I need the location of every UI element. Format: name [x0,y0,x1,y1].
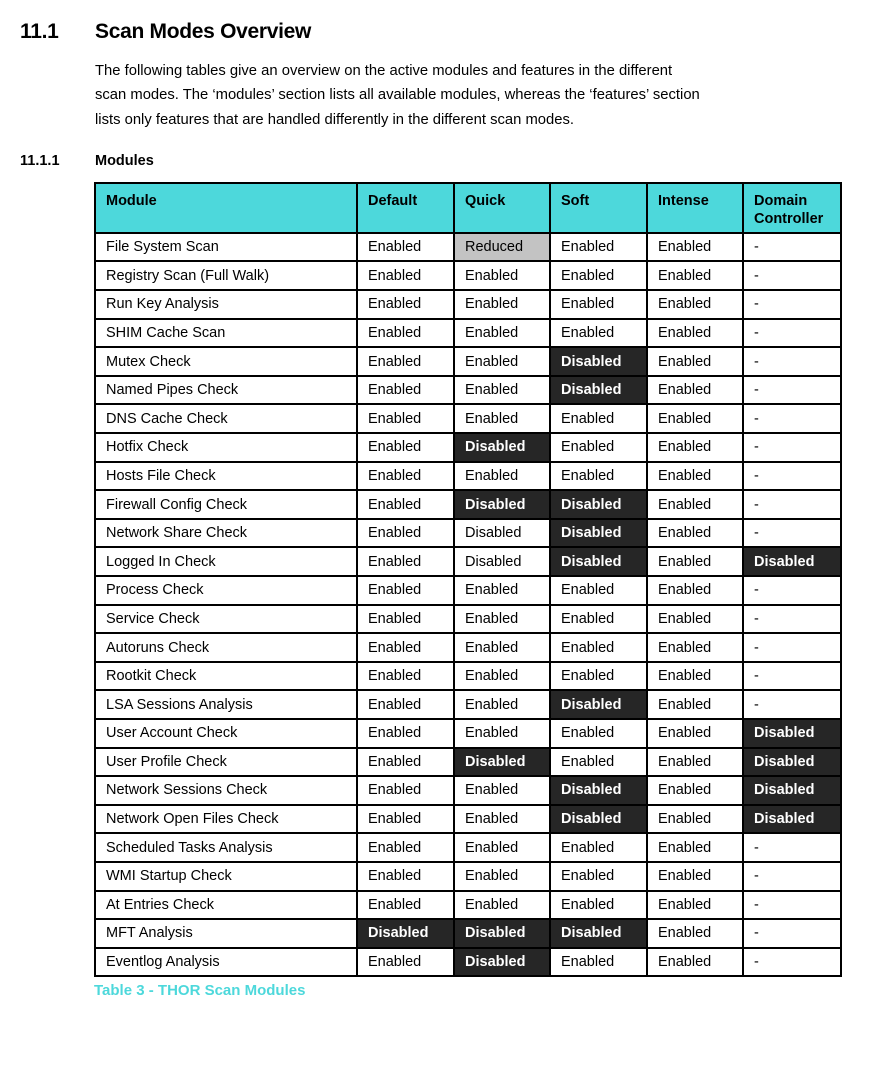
module-name-cell: Scheduled Tasks Analysis [95,833,357,862]
module-name-cell: MFT Analysis [95,919,357,948]
mode-cell: - [743,290,841,319]
table-header-row [95,183,841,233]
table-row [95,805,841,834]
intro-line-2: scan modes. The ‘modules’ section lists all available modules, whereas the ‘features’ section [95,87,700,104]
mode-cell: Enabled [357,462,454,491]
col-header-soft: Soft [550,183,647,233]
mode-cell: - [743,891,841,920]
mode-cell: Enabled [550,891,647,920]
mode-cell: Enabled [647,833,743,862]
mode-cell: - [743,261,841,290]
mode-cell: Enabled [647,719,743,748]
subsection-heading [20,153,872,169]
module-name-cell: Logged In Check [95,547,357,576]
mode-cell: Enabled [357,519,454,548]
mode-cell: Enabled [454,290,550,319]
module-name-cell: Registry Scan (Full Walk) [95,261,357,290]
mode-cell: Enabled [647,404,743,433]
table-row [95,490,841,519]
mode-cell: Enabled [357,547,454,576]
mode-cell: Disabled [743,547,841,576]
mode-cell: Enabled [357,261,454,290]
mode-cell: Enabled [647,490,743,519]
table-row [95,833,841,862]
module-name-cell: Eventlog Analysis [95,948,357,977]
table-row [95,404,841,433]
module-name-cell: Network Sessions Check [95,776,357,805]
mode-cell: Disabled [550,347,647,376]
mode-cell: Enabled [550,404,647,433]
subsection-number: 11.1.1 [20,152,60,169]
mode-cell: Enabled [647,948,743,977]
module-name-cell: Named Pipes Check [95,376,357,405]
mode-cell: Enabled [550,748,647,777]
table-row [95,347,841,376]
mode-cell: Enabled [647,319,743,348]
mode-cell: Enabled [357,404,454,433]
table-row [95,605,841,634]
mode-cell: Enabled [550,319,647,348]
col-header-quick: Quick [454,183,550,233]
table-row [95,891,841,920]
mode-cell: - [743,347,841,376]
module-name-cell: Run Key Analysis [95,290,357,319]
mode-cell: Enabled [647,347,743,376]
mode-cell: Enabled [454,719,550,748]
mode-cell: - [743,233,841,262]
mode-cell: Disabled [550,519,647,548]
mode-cell: - [743,919,841,948]
mode-cell: Disabled [454,433,550,462]
table-row [95,261,841,290]
mode-cell: Disabled [454,490,550,519]
mode-cell: Enabled [647,862,743,891]
mode-cell: Enabled [647,576,743,605]
mode-cell: - [743,690,841,719]
mode-cell: Enabled [647,261,743,290]
mode-cell: Enabled [357,376,454,405]
mode-cell: - [743,490,841,519]
mode-cell: Enabled [454,462,550,491]
mode-cell: Enabled [550,662,647,691]
mode-cell: Disabled [550,376,647,405]
module-name-cell: File System Scan [95,233,357,262]
mode-cell: Enabled [647,891,743,920]
mode-cell: Disabled [454,547,550,576]
subsection-title: Modules [95,152,154,169]
module-name-cell: Mutex Check [95,347,357,376]
table-row [95,919,841,948]
table-row [95,376,841,405]
col-header-intense: Intense [647,183,743,233]
mode-cell: Disabled [743,805,841,834]
module-name-cell: User Profile Check [95,748,357,777]
module-name-cell: WMI Startup Check [95,862,357,891]
mode-cell: Disabled [454,948,550,977]
mode-cell: Disabled [550,490,647,519]
mode-cell: Reduced [454,233,550,262]
module-name-cell: Network Open Files Check [95,805,357,834]
mode-cell: Enabled [454,662,550,691]
mode-cell: Enabled [357,948,454,977]
mode-cell: - [743,519,841,548]
module-name-cell: Network Share Check [95,519,357,548]
mode-cell: Enabled [454,633,550,662]
module-name-cell: DNS Cache Check [95,404,357,433]
mode-cell: Enabled [357,833,454,862]
mode-cell: Enabled [647,748,743,777]
mode-cell: Enabled [647,662,743,691]
intro-line-3: lists only features that are handled differently in the different scan modes. [95,111,574,128]
mode-cell: Disabled [550,805,647,834]
table-row [95,319,841,348]
mode-cell: Enabled [550,233,647,262]
modules-table-body [95,233,841,976]
section-number: 11.1 [20,20,59,43]
module-name-cell: Firewall Config Check [95,490,357,519]
mode-cell: Enabled [550,948,647,977]
module-name-cell: User Account Check [95,719,357,748]
mode-cell: Enabled [357,862,454,891]
mode-cell: Disabled [550,776,647,805]
mode-cell: Enabled [550,290,647,319]
mode-cell: Enabled [647,776,743,805]
mode-cell: Disabled [550,690,647,719]
mode-cell: Enabled [357,490,454,519]
mode-cell: Enabled [357,576,454,605]
mode-cell: Disabled [357,919,454,948]
table-row [95,519,841,548]
mode-cell: Enabled [357,319,454,348]
mode-cell: Disabled [454,748,550,777]
mode-cell: - [743,948,841,977]
table-row [95,547,841,576]
mode-cell: Enabled [454,376,550,405]
mode-cell: - [743,376,841,405]
mode-cell: Enabled [357,776,454,805]
mode-cell: Enabled [454,319,550,348]
mode-cell: Disabled [743,748,841,777]
section-heading [20,20,872,44]
mode-cell: Disabled [550,547,647,576]
mode-cell: Enabled [454,891,550,920]
mode-cell: - [743,605,841,634]
module-name-cell: At Entries Check [95,891,357,920]
table-row [95,662,841,691]
mode-cell: Disabled [743,776,841,805]
mode-cell: - [743,576,841,605]
mode-cell: Enabled [647,233,743,262]
module-name-cell: LSA Sessions Analysis [95,690,357,719]
mode-cell: Enabled [647,547,743,576]
module-name-cell: Service Check [95,605,357,634]
module-name-cell: SHIM Cache Scan [95,319,357,348]
mode-cell: Enabled [357,290,454,319]
mode-cell: Enabled [454,833,550,862]
table-caption: Table 3 - THOR Scan Modules [94,982,306,1000]
mode-cell: Enabled [550,833,647,862]
mode-cell: Enabled [550,633,647,662]
table-row [95,633,841,662]
table-row [95,462,841,491]
mode-cell: Enabled [357,748,454,777]
mode-cell: Enabled [357,633,454,662]
mode-cell: Enabled [647,519,743,548]
mode-cell: Disabled [454,919,550,948]
col-header-module: Module [95,183,357,233]
table-row [95,748,841,777]
mode-cell: Disabled [550,919,647,948]
mode-cell: Enabled [647,605,743,634]
mode-cell: Enabled [647,376,743,405]
mode-cell: - [743,662,841,691]
mode-cell: Enabled [647,290,743,319]
mode-cell: Enabled [550,462,647,491]
module-name-cell: Process Check [95,576,357,605]
mode-cell: Enabled [647,690,743,719]
table-row [95,862,841,891]
table-row [95,290,841,319]
mode-cell: Enabled [550,261,647,290]
mode-cell: Enabled [647,805,743,834]
mode-cell: Enabled [550,605,647,634]
mode-cell: Enabled [454,862,550,891]
mode-cell: Enabled [550,576,647,605]
mode-cell: Enabled [357,233,454,262]
modules-table [94,182,842,977]
module-name-cell: Rootkit Check [95,662,357,691]
mode-cell: Enabled [454,605,550,634]
module-name-cell: Hotfix Check [95,433,357,462]
mode-cell: Enabled [357,347,454,376]
mode-cell: Enabled [550,433,647,462]
mode-cell: - [743,833,841,862]
mode-cell: Enabled [454,690,550,719]
mode-cell: - [743,433,841,462]
mode-cell: Enabled [647,633,743,662]
mode-cell: Enabled [454,347,550,376]
table-row [95,433,841,462]
intro-line-1: The following tables give an overview on the active modules and features in the different [95,63,673,79]
mode-cell: - [743,319,841,348]
mode-cell: Enabled [454,776,550,805]
mode-cell: Enabled [647,433,743,462]
mode-cell: Enabled [647,919,743,948]
module-name-cell: Autoruns Check [95,633,357,662]
table-row [95,776,841,805]
table-row [95,233,841,262]
mode-cell: Enabled [550,862,647,891]
mode-cell: Enabled [357,662,454,691]
mode-cell: Enabled [454,805,550,834]
table-row [95,690,841,719]
mode-cell: - [743,633,841,662]
mode-cell: - [743,862,841,891]
mode-cell: Enabled [550,719,647,748]
mode-cell: Enabled [647,462,743,491]
mode-cell: Enabled [454,261,550,290]
table-row [95,719,841,748]
module-name-cell: Hosts File Check [95,462,357,491]
mode-cell: Enabled [357,719,454,748]
mode-cell: Enabled [357,690,454,719]
page-title: Scan Modes Overview [95,20,312,43]
table-row [95,948,841,977]
mode-cell: - [743,462,841,491]
mode-cell: Enabled [357,891,454,920]
mode-cell: Enabled [357,433,454,462]
mode-cell: Enabled [357,605,454,634]
mode-cell: - [743,404,841,433]
mode-cell: Enabled [454,576,550,605]
mode-cell: Enabled [454,404,550,433]
col-header-domain-controller: Domain Controller [743,183,841,233]
col-header-default: Default [357,183,454,233]
table-row [95,576,841,605]
mode-cell: Enabled [357,805,454,834]
mode-cell: Disabled [743,719,841,748]
mode-cell: Disabled [454,519,550,548]
intro-paragraph [95,59,846,132]
